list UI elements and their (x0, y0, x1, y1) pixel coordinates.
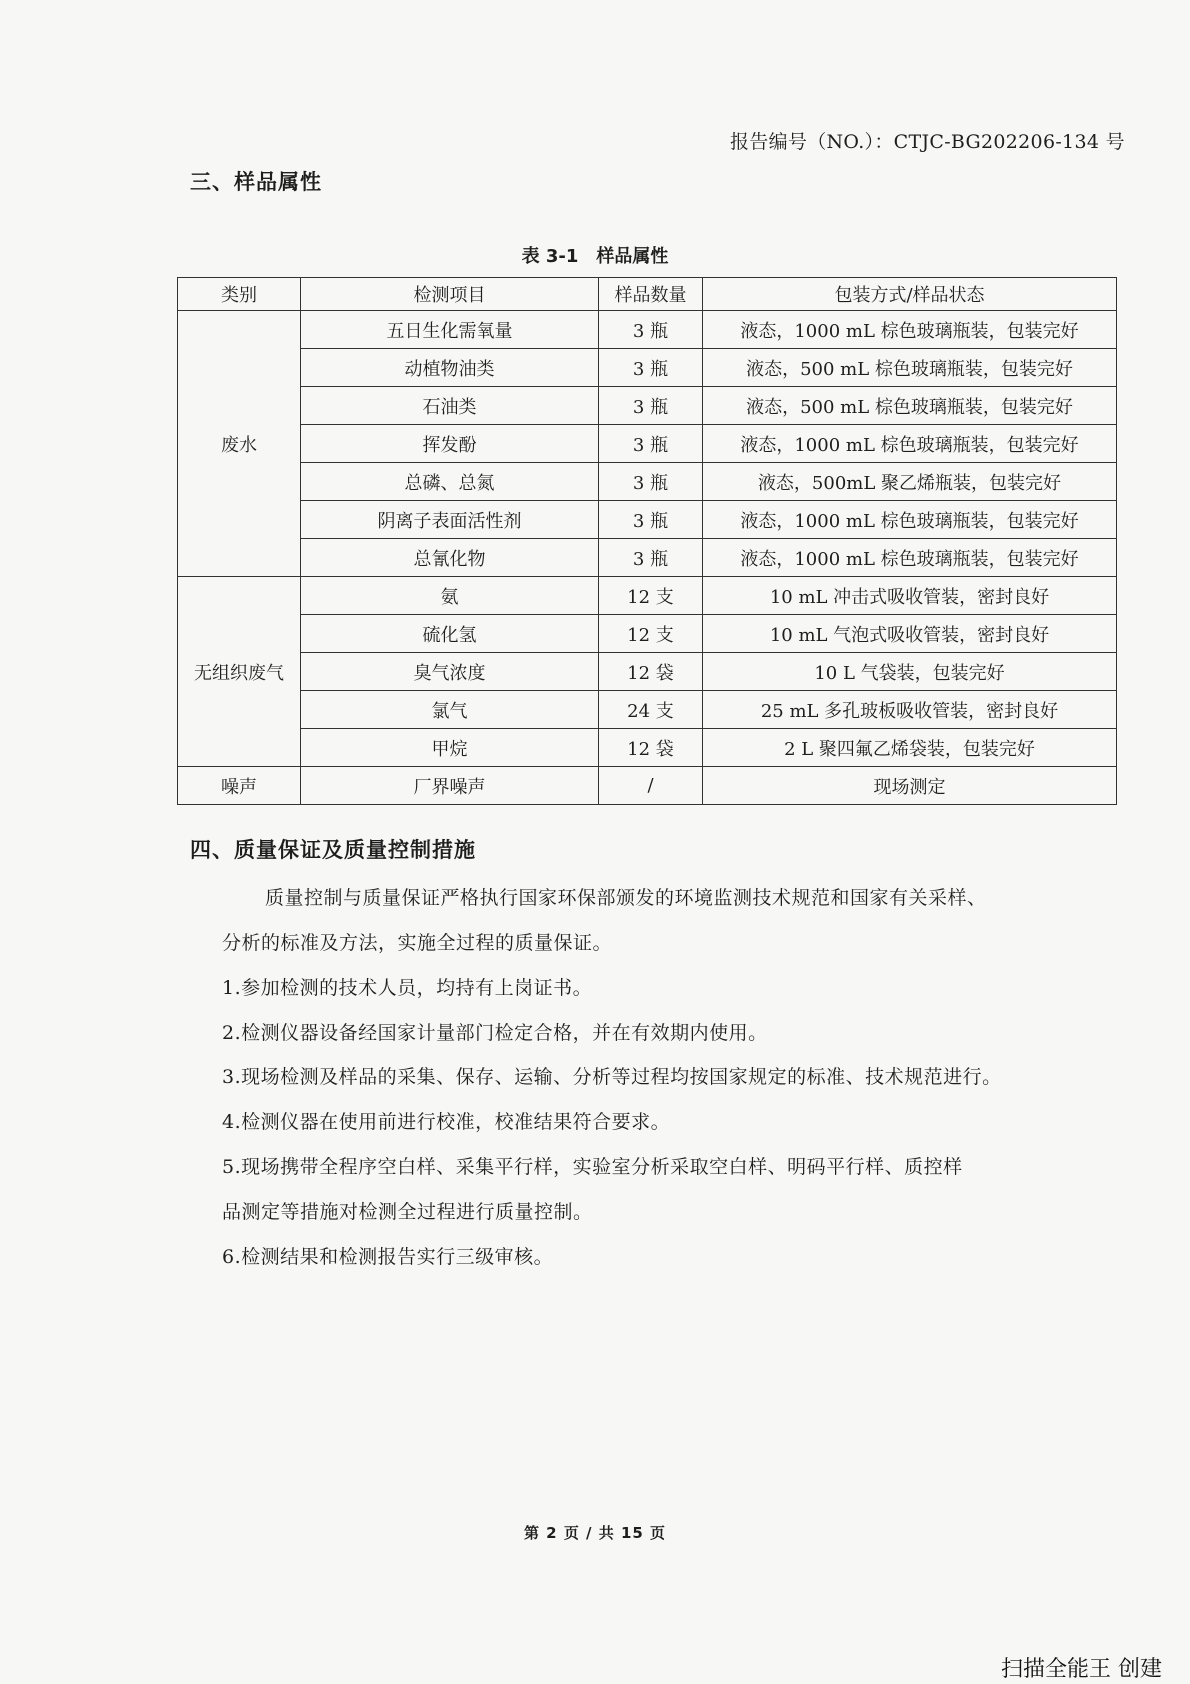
item-cell: 总磷、总氮 (301, 463, 599, 501)
qty-cell: 3 瓶 (599, 349, 703, 387)
qty-cell: 12 袋 (599, 653, 703, 691)
col-header-item: 检测项目 (301, 278, 599, 311)
item-cell: 氯气 (301, 691, 599, 729)
item-cell: 甲烷 (301, 729, 599, 767)
qty-cell: 3 瓶 (599, 311, 703, 349)
item-cell: 动植物油类 (301, 349, 599, 387)
item-cell: 挥发酚 (301, 425, 599, 463)
qc-item-1: 1.参加检测的技术人员，均持有上岗证书。 (222, 977, 593, 999)
table-row (178, 577, 1117, 615)
intro-paragraph-line-2: 分析的标准及方法，实施全过程的质量保证。 (222, 932, 613, 954)
sample-properties-table (177, 277, 1117, 805)
qty-cell: 24 支 (599, 691, 703, 729)
scanner-watermark: 扫描全能王 创建 (1001, 1657, 1162, 1682)
report-number: 报告编号（NO.）：CTJC-BG202206-134 号 (730, 131, 1125, 153)
table-row (178, 501, 1117, 539)
qty-cell: 12 支 (599, 615, 703, 653)
item-cell: 阴离子表面活性剂 (301, 501, 599, 539)
table-row (178, 539, 1117, 577)
pack-cell: 液态，1000 mL 棕色玻璃瓶装，包装完好 (703, 501, 1117, 539)
pack-cell: 10 L 气袋装，包装完好 (703, 653, 1117, 691)
pack-cell: 液态，500mL 聚乙烯瓶装，包装完好 (703, 463, 1117, 501)
pack-cell: 液态，1000 mL 棕色玻璃瓶装，包装完好 (703, 539, 1117, 577)
item-cell: 硫化氢 (301, 615, 599, 653)
section-4-title: 四、质量保证及质量控制措施 (190, 838, 476, 862)
table-header-row (178, 278, 1117, 311)
qty-cell: 3 瓶 (599, 387, 703, 425)
pack-cell: 10 mL 气泡式吸收管装，密封良好 (703, 615, 1117, 653)
col-header-category: 类别 (178, 278, 301, 311)
table-row (178, 311, 1117, 349)
qty-cell: 3 瓶 (599, 539, 703, 577)
item-cell: 氨 (301, 577, 599, 615)
pack-cell: 现场测定 (703, 767, 1117, 805)
qc-item-6: 6.检测结果和检测报告实行三级审核。 (222, 1246, 554, 1268)
item-cell: 臭气浓度 (301, 653, 599, 691)
page-number: 第 2 页 / 共 15 页 (523, 1524, 667, 1542)
qc-item-3: 3.现场检测及样品的采集、保存、运输、分析等过程均按国家规定的标准、技术规范进行。 (222, 1066, 1002, 1088)
table-row (178, 729, 1117, 767)
qty-cell: 3 瓶 (599, 501, 703, 539)
qty-cell: 12 袋 (599, 729, 703, 767)
pack-cell: 液态，1000 mL 棕色玻璃瓶装，包装完好 (703, 425, 1117, 463)
qc-item-5-line-2: 品测定等措施对检测全过程进行质量控制。 (222, 1201, 593, 1223)
pack-cell: 10 mL 冲击式吸收管装，密封良好 (703, 577, 1117, 615)
qty-cell: 12 支 (599, 577, 703, 615)
qc-item-4: 4.检测仪器在使用前进行校准，校准结果符合要求。 (222, 1111, 671, 1133)
table-row (178, 387, 1117, 425)
category-cell: 噪声 (178, 767, 301, 805)
table-row (178, 349, 1117, 387)
table-row (178, 463, 1117, 501)
table-row (178, 615, 1117, 653)
col-header-quantity: 样品数量 (599, 278, 703, 311)
table-caption: 表 3-1 样品属性 (521, 246, 669, 267)
qc-item-5-line-1: 5.现场携带全程序空白样、采集平行样，实验室分析采取空白样、明码平行样、质控样 (222, 1156, 963, 1178)
col-header-packaging: 包装方式/样品状态 (703, 278, 1117, 311)
pack-cell: 液态，500 mL 棕色玻璃瓶装，包装完好 (703, 387, 1117, 425)
section-3-title: 三、样品属性 (190, 170, 322, 194)
pack-cell: 25 mL 多孔玻板吸收管装，密封良好 (703, 691, 1117, 729)
item-cell: 厂界噪声 (301, 767, 599, 805)
qty-cell: / (599, 767, 703, 805)
item-cell: 石油类 (301, 387, 599, 425)
table-row (178, 425, 1117, 463)
pack-cell: 液态，500 mL 棕色玻璃瓶装，包装完好 (703, 349, 1117, 387)
qc-item-2: 2.检测仪器设备经国家计量部门检定合格，并在有效期内使用。 (222, 1022, 768, 1044)
table-row (178, 691, 1117, 729)
table-row (178, 767, 1117, 805)
item-cell: 五日生化需氧量 (301, 311, 599, 349)
qty-cell: 3 瓶 (599, 425, 703, 463)
pack-cell: 液态，1000 mL 棕色玻璃瓶装，包装完好 (703, 311, 1117, 349)
qty-cell: 3 瓶 (599, 463, 703, 501)
category-cell: 废水 (178, 311, 301, 577)
item-cell: 总氰化物 (301, 539, 599, 577)
table-row (178, 653, 1117, 691)
intro-paragraph-line-1: 质量控制与质量保证严格执行国家环保部颁发的环境监测技术规范和国家有关采样、 (265, 887, 987, 909)
pack-cell: 2 L 聚四氟乙烯袋装，包装完好 (703, 729, 1117, 767)
category-cell: 无组织废气 (178, 577, 301, 767)
